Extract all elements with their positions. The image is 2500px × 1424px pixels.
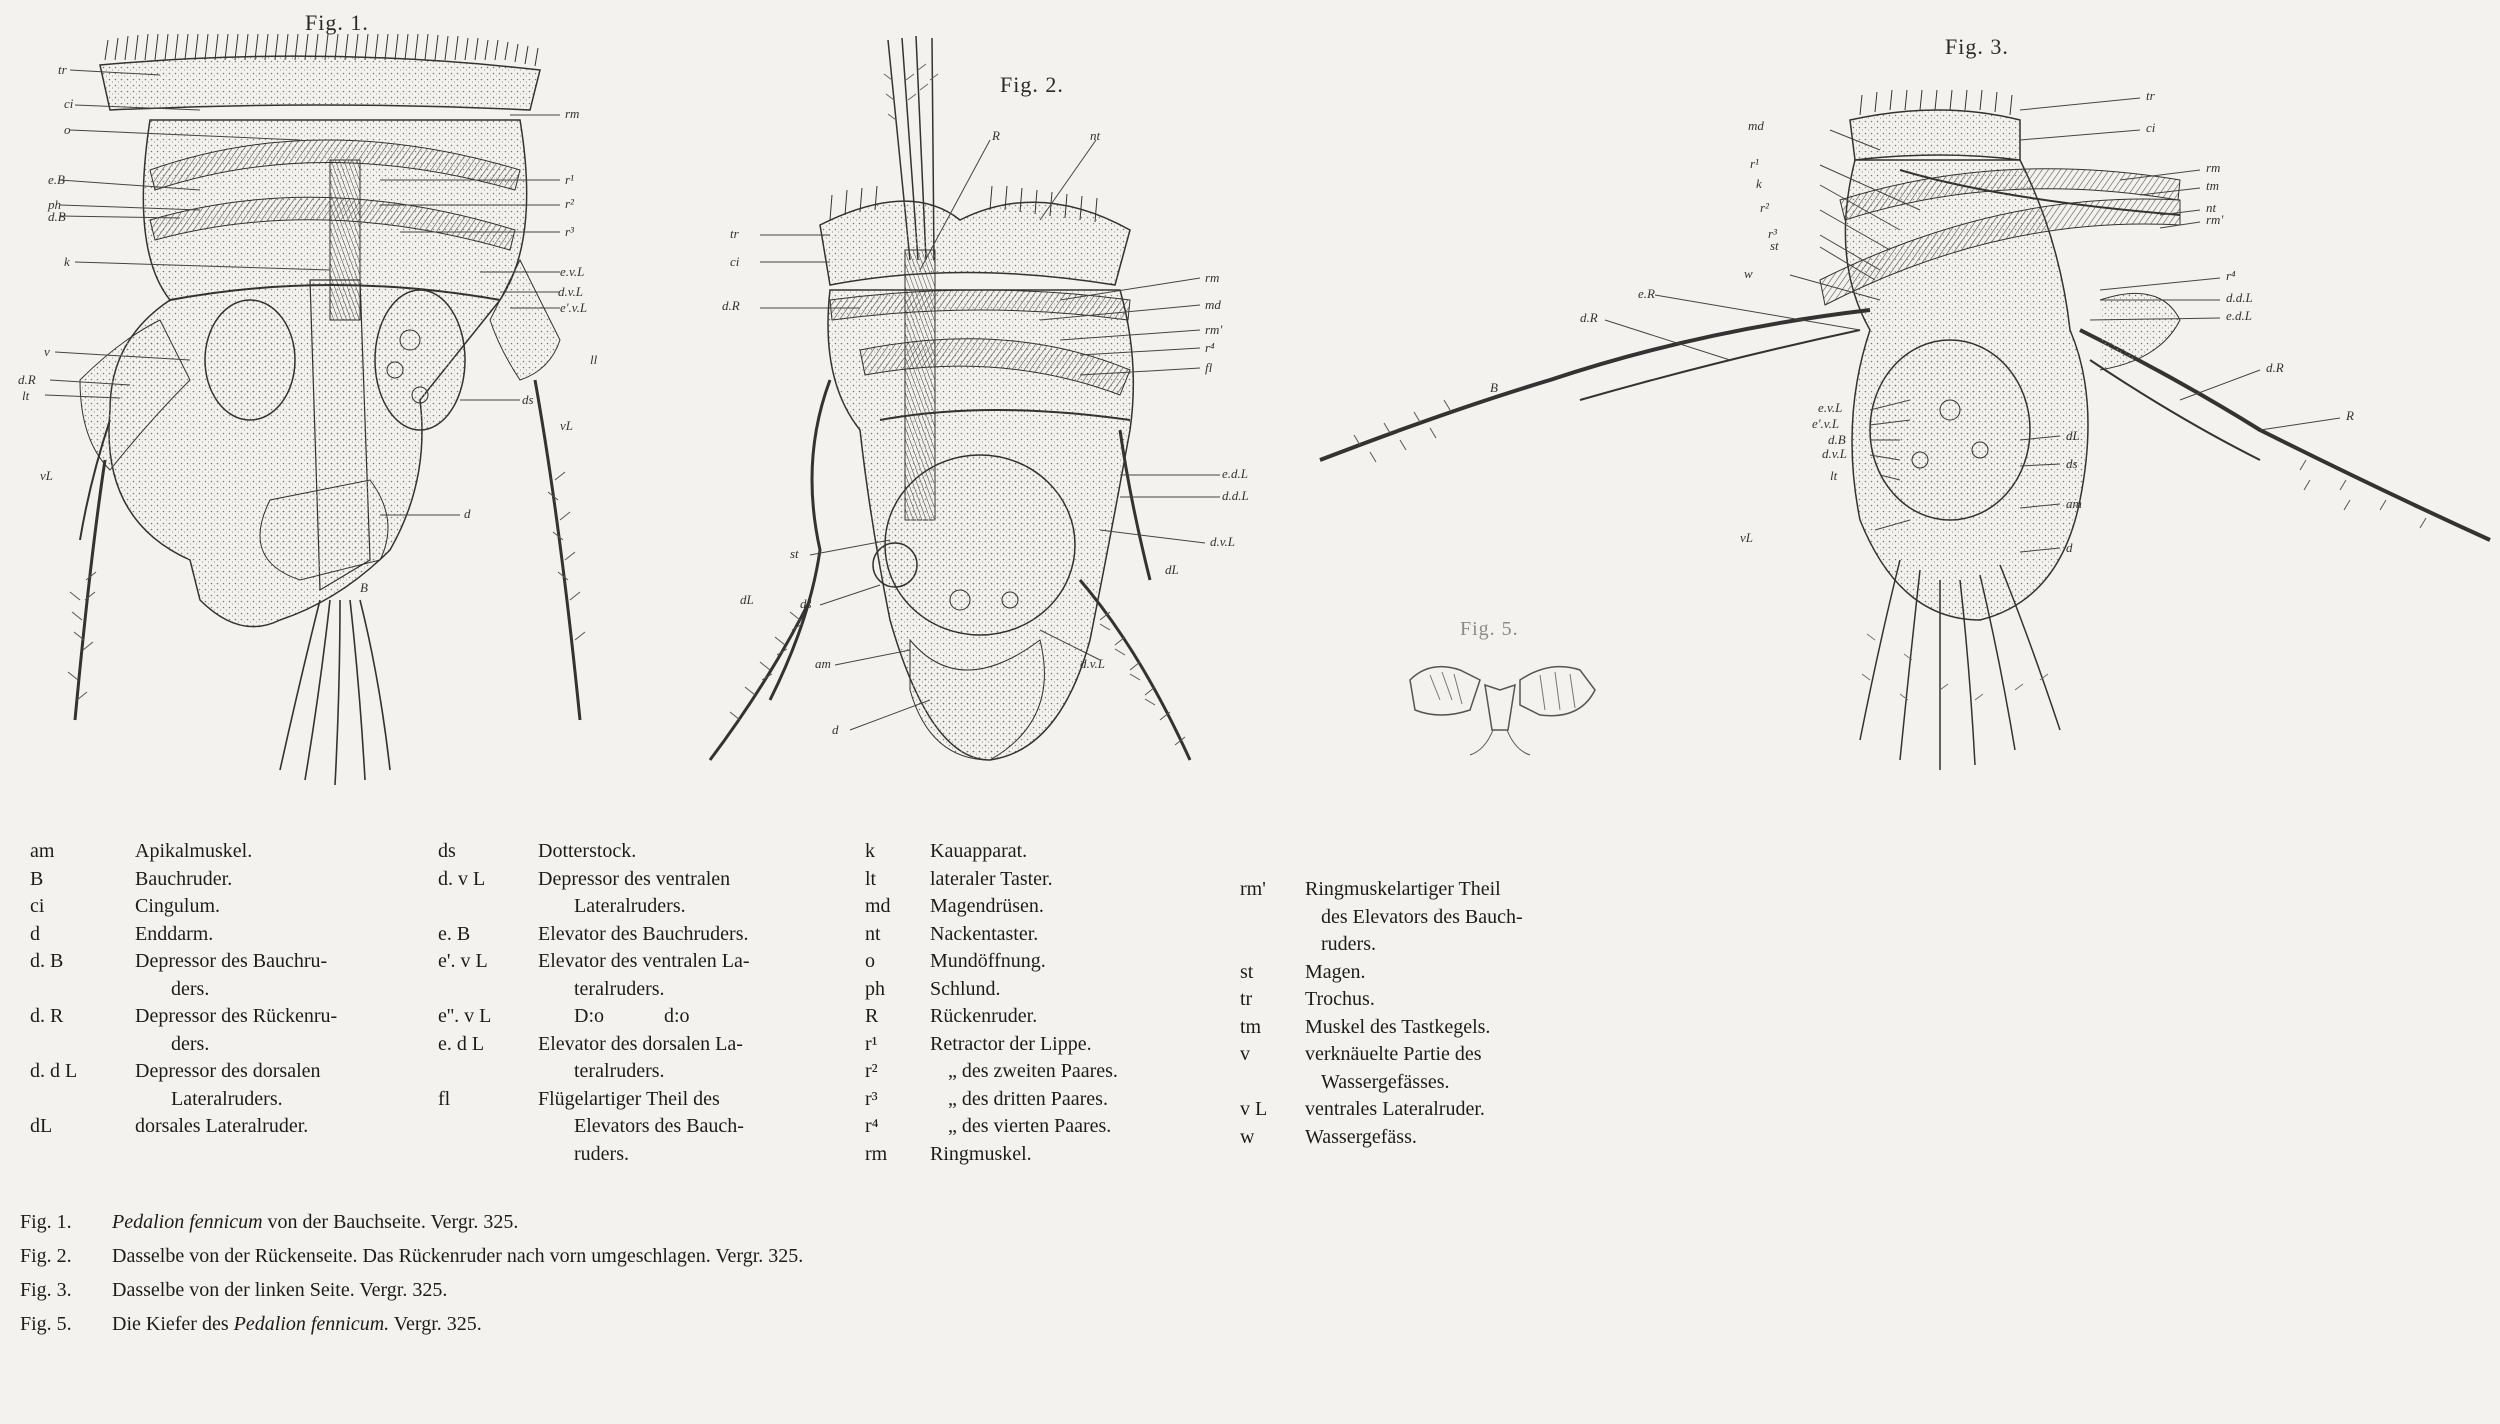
legend-abbr: k — [865, 840, 875, 862]
legend-row — [865, 921, 1245, 949]
caption-text: Dasselbe von der Rückenseite. Das Rückenruder nach vorn umgeschlagen. Vergr. 325. — [112, 1245, 804, 1267]
legend-desc: Ringmuskel. — [930, 1142, 1032, 1165]
fig1-label-r2: r² — [565, 196, 574, 211]
legend-desc: „ des zweiten Paares. — [948, 1060, 1118, 1082]
fig3-label-dR-right: d.R — [2266, 360, 2284, 375]
fig1-label-dR: d.R — [18, 372, 36, 387]
legend-row — [1240, 1041, 1620, 1069]
legend-row-continuation — [438, 1113, 838, 1141]
fig2-label-rmp: rm' — [1205, 322, 1223, 337]
legend-row — [30, 1058, 430, 1086]
fig3-label-r1: r¹ — [1750, 156, 1759, 171]
fig1-label-r1: r¹ — [565, 172, 574, 187]
legend-desc: Nackentaster. — [930, 922, 1039, 945]
caption-body: von der Bauchseite. Vergr. 325. — [262, 1211, 519, 1233]
fig1-label-evL: e.v.L — [560, 264, 585, 279]
legend-desc: Kauapparat. — [930, 840, 1028, 862]
legend-row — [30, 921, 430, 949]
legend-row — [30, 866, 430, 894]
caption-text — [112, 1205, 518, 1239]
figure-3-drawing — [1300, 0, 2500, 780]
fig1-label-ds: ds — [522, 392, 534, 407]
legend-row — [438, 838, 838, 866]
fig3-label-evL: e.v.L — [1818, 400, 1843, 415]
legend-column-4 — [1240, 876, 1620, 1151]
fig1-label-lt: lt — [22, 388, 30, 403]
fig1-label-rm: rm — [565, 106, 580, 121]
fig1-label-r3: r³ — [565, 224, 574, 239]
legend-abbr: dL — [30, 1115, 53, 1137]
legend-desc: Lateralruders. — [574, 895, 686, 917]
legend-desc: ruders. — [1321, 933, 1376, 955]
fig2-label-R: R — [992, 128, 1000, 143]
legend-desc: Dotterstock. — [538, 840, 637, 862]
legend-row — [865, 866, 1245, 894]
legend-abbr: tm — [1240, 1015, 1262, 1038]
legend-desc: ruders. — [574, 1142, 629, 1165]
legend-row — [865, 1086, 1245, 1114]
fig3-label-nt: nt — [2206, 200, 2217, 215]
legend-row — [1240, 1096, 1620, 1124]
legend-column-1 — [30, 838, 430, 1141]
legend-desc: Muskel des Tastkegels. — [1305, 1015, 1491, 1038]
legend-abbr: ph — [865, 977, 885, 1000]
legend-row — [865, 893, 1245, 921]
legend-row — [438, 1003, 838, 1031]
legend-abbr: d — [30, 922, 40, 945]
fig2-label-md: md — [1205, 297, 1221, 312]
fig1-label-vL-left: vL — [40, 468, 53, 483]
fig3-label-rm: rm — [2206, 160, 2221, 175]
legend-row — [30, 838, 430, 866]
fig3-label-st: st — [1770, 238, 1779, 253]
legend-row — [30, 1003, 430, 1031]
legend-row — [1240, 959, 1620, 987]
fig3-label-dL: dL — [2066, 428, 2080, 443]
legend-desc: ventrales Lateralruder. — [1305, 1098, 1485, 1120]
figure-3-title: Fig. 3. — [1945, 34, 2009, 59]
fig2-label-dL-right: dL — [1165, 562, 1179, 577]
figure-3 — [1300, 0, 2500, 780]
fig1-label-o: o — [64, 122, 71, 137]
fig3-label-w: w — [1744, 266, 1753, 281]
legend-abbr: e. B — [438, 922, 471, 945]
caption-prefix: Die Kiefer des — [112, 1313, 234, 1335]
legend-abbr: o — [865, 950, 875, 972]
legend-row — [30, 948, 430, 976]
legend-desc: Depressor des Rückenru- — [135, 1005, 338, 1027]
fig3-label-dR: d.R — [1580, 310, 1598, 325]
fig1-label-eB: e.B — [48, 172, 65, 187]
legend-abbr: d. B — [30, 950, 64, 972]
fig1-label-d: d — [464, 506, 471, 521]
legend-row — [865, 1113, 1245, 1141]
fig2-label-dR: d.R — [722, 298, 740, 313]
fig2-label-ds: ds — [800, 596, 812, 611]
legend-desc: des Elevators des Bauch- — [1321, 905, 1523, 928]
legend-row — [438, 948, 838, 976]
legend-row — [1240, 1124, 1620, 1152]
legend-desc: Enddarm. — [135, 922, 214, 945]
caption-fig2 — [20, 1239, 803, 1273]
legend-abbr: st — [1240, 960, 1254, 983]
legend-row-continuation — [30, 1031, 430, 1059]
fig3-label-edL: e.d.L — [2226, 308, 2252, 323]
legend-row-continuation — [1240, 904, 1620, 932]
legend-abbr: v — [1240, 1043, 1250, 1065]
fig3-label-rmp: rm' — [2206, 212, 2224, 227]
legend-abbr: tr — [1240, 988, 1253, 1010]
caption-species: Pedalion fennicum — [112, 1211, 263, 1233]
legend-abbr: r³ — [865, 1087, 878, 1110]
fig1-label-e2vL: e'.v.L — [560, 300, 588, 315]
legend-desc: Schlund. — [930, 977, 1001, 1000]
legend-desc: Lateralruders. — [171, 1087, 283, 1110]
figure-2-drawing — [660, 0, 1300, 820]
legend-desc: Depressor des Bauchru- — [135, 950, 328, 972]
legend-desc: Cingulum. — [135, 895, 221, 917]
legend-abbr: ci — [30, 895, 45, 917]
legend-desc: „ des vierten Paares. — [948, 1115, 1112, 1137]
fig2-label-st: st — [790, 546, 799, 561]
legend-row-continuation — [1240, 1069, 1620, 1097]
fig1-label-dvL: d.v.L — [558, 284, 584, 299]
legend-desc: Wassergefässes. — [1321, 1070, 1450, 1093]
legend-desc: Mundöffnung. — [930, 950, 1046, 972]
legend-desc: Elevator des ventralen La- — [538, 950, 750, 972]
legend-abbr: am — [30, 840, 55, 862]
figure-1-drawing — [0, 0, 660, 800]
caption-species: Pedalion fennicum. — [233, 1313, 390, 1335]
legend-abbr: e. d L — [438, 1032, 485, 1055]
legend-row — [865, 838, 1245, 866]
legend-row — [865, 1031, 1245, 1059]
fig3-label-ddL: d.d.L — [2226, 290, 2253, 305]
legend-abbr: B — [30, 867, 44, 890]
fig1-label-ll: ll — [590, 352, 598, 367]
fig3-label-md: md — [1748, 118, 1764, 133]
fig3-label-vL: vL — [1740, 530, 1753, 545]
legend-abbr: e''. v L — [438, 1005, 492, 1027]
legend-row-continuation — [30, 976, 430, 1004]
fig2-label-fl: fl — [1205, 360, 1213, 375]
caption-fig3 — [20, 1273, 803, 1307]
legend-desc: Depressor des ventralen — [538, 867, 731, 890]
legend-desc: teralruders. — [574, 977, 665, 1000]
legend-row — [865, 1058, 1245, 1086]
figure-2-title: Fig. 2. — [1000, 72, 1064, 97]
legend-row — [865, 976, 1245, 1004]
fig1-label-k: k — [64, 254, 70, 269]
legend-abbr: rm — [865, 1142, 888, 1165]
legend-desc: Depressor des dorsalen — [135, 1060, 321, 1082]
fig3-label-r3: r³ — [1768, 226, 1777, 241]
legend-abbr: d. d L — [30, 1060, 78, 1082]
legend-desc: teralruders. — [574, 1060, 665, 1082]
legend-abbr: lt — [865, 867, 877, 890]
legend-row — [1240, 986, 1620, 1014]
figure-captions — [20, 1205, 803, 1341]
figure-1 — [0, 0, 660, 800]
legend-abbr: v L — [1240, 1098, 1268, 1120]
caption-number: Fig. 3. — [20, 1279, 72, 1301]
fig3-label-e2vL: e'.v.L — [1812, 416, 1840, 431]
legend-row — [865, 948, 1245, 976]
fig1-label-dB: d.B — [48, 209, 66, 224]
legend-desc: Retractor der Lippe. — [930, 1032, 1092, 1055]
caption-number: Fig. 2. — [20, 1245, 72, 1267]
legend-desc: Elevators des Bauch- — [574, 1115, 744, 1137]
legend-row — [865, 1141, 1245, 1169]
fig3-label-B: B — [1490, 380, 1498, 395]
fig2-label-dvL-lower: d.v.L — [1080, 656, 1106, 671]
fig3-label-am: am — [2066, 496, 2082, 511]
legend-desc: dorsales Lateralruder. — [135, 1115, 309, 1137]
fig2-label-dL-left: dL — [740, 592, 754, 607]
legend-desc: Elevator des dorsalen La- — [538, 1032, 743, 1055]
fig3-label-ci: ci — [2146, 120, 2156, 135]
figure-2 — [660, 0, 1300, 820]
fig2-label-dvL: d.v.L — [1210, 534, 1236, 549]
legend-desc: D:o d:o — [574, 1005, 690, 1027]
legend-desc: Rückenruder. — [930, 1005, 1038, 1027]
fig1-label-vL-right: vL — [560, 418, 573, 433]
legend-desc: Elevator des Bauchruders. — [538, 922, 749, 945]
fig1-label-B: B — [360, 580, 368, 595]
legend-row-continuation — [1240, 931, 1620, 959]
legend-desc: Magendrüsen. — [930, 895, 1044, 917]
fig2-label-tr: tr — [730, 226, 739, 241]
legend-abbr: R — [865, 1005, 879, 1027]
fig3-label-dB: d.B — [1828, 432, 1846, 447]
legend-row — [1240, 876, 1620, 904]
legend-abbr: r¹ — [865, 1032, 878, 1055]
legend-desc: Bauchruder. — [135, 867, 233, 890]
fig2-label-edL: e.d.L — [1222, 466, 1248, 481]
legend-desc: Magen. — [1305, 960, 1366, 983]
fig2-label-r4: r⁴ — [1205, 340, 1215, 355]
fig1-label-v: v — [44, 344, 50, 359]
caption-fig1 — [20, 1205, 803, 1239]
legend-desc: Ringmuskelartiger Theil — [1305, 878, 1501, 900]
fig2-label-nt: nt — [1090, 128, 1101, 143]
fig2-label-ddL: d.d.L — [1222, 488, 1249, 503]
fig3-label-tr: tr — [2146, 88, 2155, 103]
legend-row-continuation — [438, 893, 838, 921]
fig2-label-ci: ci — [730, 254, 740, 269]
legend-abbr: d. R — [30, 1005, 64, 1027]
fig3-label-tm: tm — [2206, 178, 2219, 193]
fig3-label-eR: e.R — [1638, 286, 1655, 301]
caption-number: Fig. 5. — [20, 1313, 72, 1335]
legend-row-continuation — [438, 1141, 838, 1169]
fig3-label-r4: r⁴ — [2226, 268, 2236, 283]
legend-desc: verknäuelte Partie des — [1305, 1043, 1482, 1065]
legend-desc: ders. — [171, 977, 210, 1000]
legend-row-continuation — [438, 1058, 838, 1086]
legend-abbr: e'. v L — [438, 950, 488, 972]
fig1-label-ph: ph — [48, 197, 61, 212]
legend-abbr: ds — [438, 840, 456, 862]
legend-column-2 — [438, 838, 838, 1168]
legend-abbr: r⁴ — [865, 1115, 879, 1137]
legend-row — [438, 921, 838, 949]
legend-abbr: w — [1240, 1125, 1255, 1148]
caption-body: Vergr. 325. — [389, 1313, 482, 1335]
fig3-label-dvL: d.v.L — [1822, 446, 1848, 461]
legend-desc: Apikalmuskel. — [135, 840, 253, 862]
figure-5-title: Fig. 5. — [1460, 618, 1519, 640]
legend-abbr: fl — [438, 1087, 451, 1110]
legend-row — [438, 1086, 838, 1114]
legend-row — [30, 1113, 430, 1141]
legend-desc: lateraler Taster. — [930, 867, 1053, 890]
fig1-label-tr: tr — [58, 62, 67, 77]
legend-column-3 — [865, 838, 1245, 1168]
caption-fig5 — [20, 1307, 803, 1341]
fig3-label-k: k — [1756, 176, 1762, 191]
legend-abbr: nt — [865, 922, 881, 945]
fig3-label-r2: r² — [1760, 200, 1769, 215]
caption-number: Fig. 1. — [20, 1211, 72, 1233]
legend-abbr: md — [865, 895, 891, 917]
caption-text: Dasselbe von der linken Seite. Vergr. 325. — [112, 1279, 448, 1301]
legend-row — [438, 866, 838, 894]
legend-desc: Flügelartiger Theil des — [538, 1087, 720, 1110]
fig3-label-R: R — [2346, 408, 2354, 423]
legend-row — [1240, 1014, 1620, 1042]
fig2-label-d: d — [832, 722, 839, 737]
legend-row — [438, 1031, 838, 1059]
legend-desc: ders. — [171, 1032, 210, 1055]
legend-abbr: rm' — [1240, 878, 1266, 900]
legend-row — [30, 893, 430, 921]
legend-desc: Trochus. — [1305, 988, 1375, 1010]
fig3-label-ds: ds — [2066, 456, 2078, 471]
legend-abbr: r² — [865, 1060, 878, 1082]
legend-row — [865, 1003, 1245, 1031]
legend-desc: Wassergefäss. — [1305, 1125, 1417, 1148]
fig3-label-lt: lt — [1830, 468, 1838, 483]
legend-row-continuation — [30, 1086, 430, 1114]
legend-abbr: d. v L — [438, 867, 486, 890]
figure-1-title: Fig. 1. — [305, 10, 369, 35]
legend-desc: „ des dritten Paares. — [948, 1087, 1108, 1110]
caption-text — [112, 1307, 482, 1341]
fig3-label-d: d — [2066, 540, 2073, 555]
fig2-label-am: am — [815, 656, 831, 671]
fig2-label-rm: rm — [1205, 270, 1220, 285]
legend-row-continuation — [438, 976, 838, 1004]
fig1-label-ci: ci — [64, 96, 74, 111]
